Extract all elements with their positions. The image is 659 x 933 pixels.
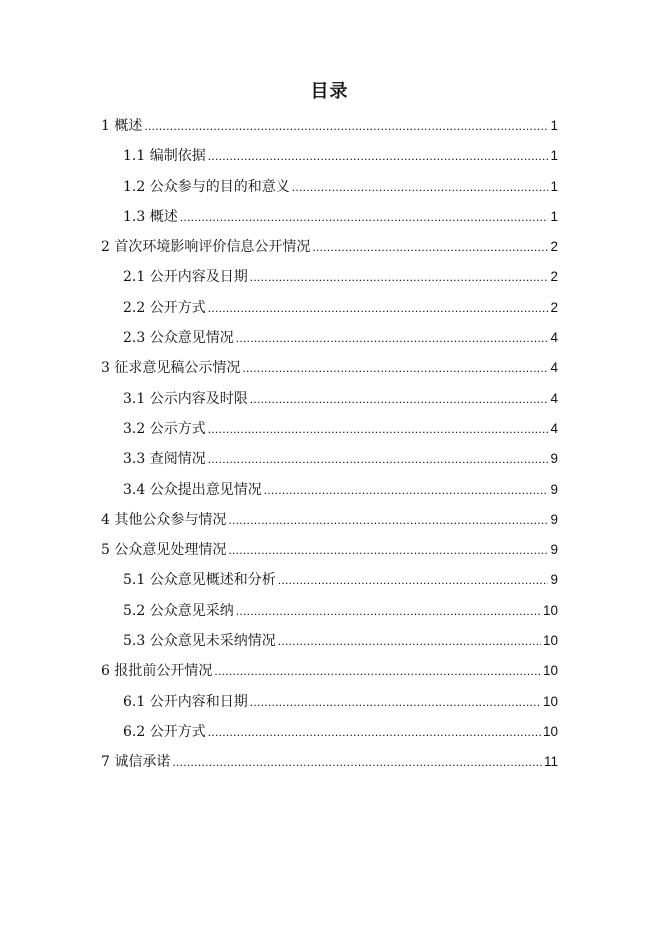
toc-page-number: 1 [550, 208, 558, 224]
toc-dot-leader [228, 505, 548, 535]
toc-dot-leader [242, 353, 548, 383]
toc-entry-label: 5.3 公众意见未采纳情况 [123, 633, 276, 650]
toc-page-number: 9 [550, 542, 558, 558]
toc-entry-section[interactable] [101, 475, 558, 505]
toc-entry-label: 4 其他公众参与情况 [101, 511, 227, 528]
toc-dot-leader [250, 262, 549, 292]
toc-page-number: 10 [542, 633, 558, 649]
toc-entry-section[interactable] [101, 687, 558, 717]
toc-entry-chapter[interactable] [101, 353, 558, 383]
toc-dot-leader [278, 565, 549, 595]
toc-dot-leader [208, 293, 549, 323]
toc-page-number: 9 [550, 451, 558, 467]
toc-entry-label: 6.2 公开方式 [123, 723, 206, 740]
toc-page-number: 10 [542, 602, 558, 618]
toc-dot-leader [180, 202, 549, 232]
toc-dot-leader [236, 323, 549, 353]
toc-page-number: 4 [550, 420, 558, 436]
toc-entry-label: 2 首次环境影响评价信息公开情况 [101, 239, 311, 256]
toc-dot-leader [208, 414, 549, 444]
toc-dot-leader [278, 626, 541, 656]
toc-page-number: 9 [550, 511, 558, 527]
toc-entry-label: 6 报批前公开情况 [101, 663, 213, 680]
toc-entry-label: 3.1 公示内容及时限 [123, 390, 248, 407]
toc-page-number: 1 [550, 118, 558, 133]
toc-dot-leader [236, 596, 541, 626]
toc-page-number: 4 [550, 360, 558, 376]
toc-entry-section[interactable] [101, 565, 558, 595]
toc-entry-label: 5.2 公众意见采纳 [123, 602, 234, 619]
toc-entry-label: 5 公众意见处理情况 [101, 542, 227, 559]
toc-page-number: 4 [550, 330, 558, 346]
toc-entry-section[interactable] [101, 626, 558, 656]
toc-page-number: 10 [542, 693, 558, 709]
toc-entry-section[interactable] [101, 202, 558, 232]
toc-entry-chapter[interactable] [101, 747, 558, 777]
toc-dot-leader [250, 384, 549, 414]
toc-entry-chapter[interactable] [101, 656, 558, 686]
table-of-contents [101, 111, 558, 778]
toc-entry-chapter[interactable] [101, 111, 558, 141]
toc-dot-leader [214, 656, 541, 686]
toc-page-number: 2 [550, 299, 558, 315]
toc-entry-section[interactable] [101, 172, 558, 202]
toc-entry-label: 3.4 公众提出意见情况 [123, 481, 262, 498]
toc-entry-label: 1 概述 [101, 118, 143, 134]
toc-dot-leader [312, 232, 548, 262]
toc-dot-leader [264, 475, 549, 505]
toc-entry-section[interactable] [101, 141, 558, 171]
toc-page-number: 4 [550, 390, 558, 406]
toc-page-number: 9 [550, 481, 558, 497]
toc-entry-label: 3.2 公示方式 [123, 420, 206, 437]
toc-dot-leader [144, 111, 548, 141]
toc-page-number: 9 [550, 572, 558, 588]
toc-page-number: 1 [550, 148, 558, 164]
toc-entry-section[interactable] [101, 262, 558, 292]
toc-page-number: 2 [550, 269, 558, 285]
toc-entry-label: 1.1 编制依据 [123, 148, 206, 165]
toc-dot-leader [208, 444, 549, 474]
toc-entry-section[interactable] [101, 384, 558, 414]
toc-dot-leader [172, 747, 542, 777]
toc-dot-leader [208, 717, 541, 747]
toc-entry-chapter[interactable] [101, 232, 558, 262]
toc-entry-section[interactable] [101, 293, 558, 323]
toc-entry-label: 3 征求意见稿公示情况 [101, 360, 241, 377]
toc-entry-label: 7 诚信承诺 [101, 754, 171, 771]
toc-entry-section[interactable] [101, 414, 558, 444]
toc-entry-label: 6.1 公开内容和日期 [123, 693, 248, 710]
toc-dot-leader [292, 172, 549, 202]
toc-dot-leader [228, 535, 548, 565]
toc-entry-chapter[interactable] [101, 535, 558, 565]
toc-page-number: 10 [542, 723, 558, 739]
toc-entry-label: 2.2 公开方式 [123, 299, 206, 316]
toc-entry-label: 3.3 查阅情况 [123, 451, 206, 468]
toc-page-number: 11 [543, 754, 558, 770]
toc-entry-label: 1.2 公众参与的目的和意义 [123, 178, 290, 195]
toc-entry-section[interactable] [101, 323, 558, 353]
page-title: 目录 [310, 81, 349, 102]
toc-page-number: 1 [550, 178, 558, 194]
toc-entry-section[interactable] [101, 444, 558, 474]
toc-entry-label: 2.3 公众意见情况 [123, 330, 234, 347]
toc-page-number: 10 [542, 663, 558, 679]
toc-entry-label: 2.1 公开内容及日期 [123, 269, 248, 286]
toc-entry-section[interactable] [101, 596, 558, 626]
toc-entry-section[interactable] [101, 717, 558, 747]
toc-page-number: 2 [550, 239, 558, 255]
toc-entry-label: 1.3 概述 [123, 208, 178, 225]
toc-entry-chapter[interactable] [101, 505, 558, 535]
toc-dot-leader [208, 141, 549, 171]
toc-entry-label: 5.1 公众意见概述和分析 [123, 572, 276, 589]
toc-dot-leader [250, 687, 541, 717]
